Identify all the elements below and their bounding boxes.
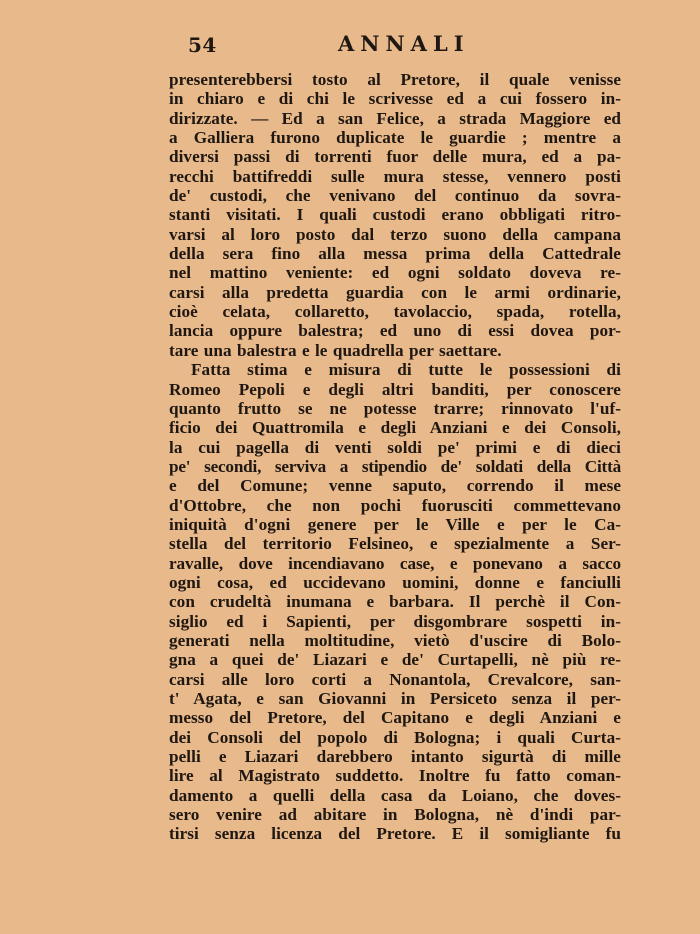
text-line: quanto frutto se ne potesse trarre; rinnovato l'uf-	[169, 398, 621, 418]
text-line: diversi passi di torrenti fuor delle mura, ed a pa-	[169, 147, 621, 167]
text-line: carsi alla predetta guardia con le armi ordinarie,	[169, 282, 621, 302]
text-line: cioè celata, collaretto, tavolaccio, spada, rotella,	[169, 302, 621, 322]
running-title: ANNALI	[338, 31, 470, 56]
text-line: lancia oppure balestra; ed uno di essi dovea por-	[169, 321, 621, 341]
text-line: della sera fino alla messa prima della Cattedrale	[169, 244, 621, 264]
text-line: stanti visitati. I quali custodi erano obbligati ritro-	[169, 205, 621, 225]
text-line: a Galliera furono duplicate le guardie ; mentre a	[169, 128, 621, 148]
text-line: d'Ottobre, che non pochi fuorusciti commettevano	[169, 495, 621, 515]
text-line: stella del territorio Felsineo, e spezialmente a Ser-	[169, 534, 621, 554]
text-line: presenterebbersi tosto al Pretore, il quale venisse	[169, 70, 621, 89]
text-line: sero venire ad abitare in Bologna, nè d'indi par-	[169, 805, 621, 825]
text-line: de' custodi, che venivano del continuo da sovra-	[169, 186, 621, 206]
text-line: lire al Magistrato suddetto. Inoltre fu fatto coman-	[169, 766, 621, 786]
text-line: recchi battifreddi sulle mura stesse, vennero posti	[169, 166, 621, 186]
paragraph-end-line: tare una balestra e le quadrella per saettare.	[169, 340, 502, 360]
text-line: varsi al loro posto dal terzo suono della campana	[169, 224, 621, 244]
text-line: pe' secondi, serviva a stipendio de' soldati della Città	[169, 456, 621, 476]
text-line: Romeo Pepoli e degli altri banditi, per conoscere	[169, 379, 621, 399]
text-line: dirizzate. — Ed a san Felice, a strada Maggiore ed	[169, 108, 621, 128]
text-line: messo del Pretore, del Capitano e degli Anziani e	[169, 708, 621, 728]
text-line: ravalle, dove incendiavano case, e ponevano a sacco	[169, 553, 621, 573]
text-line: nel mattino veniente: ed ogni soldato doveva re-	[169, 263, 621, 283]
text-line: siglio ed i Sapienti, per disgombrare sospetti in-	[169, 611, 621, 631]
page-number: 54	[188, 33, 217, 57]
running-head	[0, 31, 700, 59]
body-text	[169, 70, 621, 844]
text-line: ogni cosa, ed uccidevano uomini, donne e fanciulli	[169, 572, 621, 592]
text-line: gna a quei de' Liazari e de' Curtapelli, nè più re-	[169, 650, 621, 670]
text-line: ficio dei Quattromila e degli Anziani e dei Consoli,	[169, 418, 621, 438]
text-line: damento a quelli della casa da Loiano, che doves-	[169, 785, 621, 805]
text-line: t' Agata, e san Giovanni in Persiceto senza il per-	[169, 689, 621, 708]
text-line: la cui pagella di venti soldi pe' primi e di dieci	[169, 437, 621, 457]
text-line: carsi alle loro corti a Nonantola, Crevalcore, san-	[169, 669, 621, 689]
paragraph-first-line: Fatta stima e misura di tutte le possessioni di	[191, 360, 621, 380]
text-line: in chiaro e di chi le scrivesse ed a cui fossero in-	[169, 89, 621, 109]
text-line: con crudeltà inumana e barbara. Il perchè il Con-	[169, 592, 621, 612]
text-line: dei Consoli del popolo di Bologna; i quali Curta-	[169, 727, 621, 747]
text-line: pelli e Liazari darebbero intanto sigurtà di mille	[169, 747, 621, 767]
text-line: generati nella moltitudine, vietò d'uscire di Bolo-	[169, 630, 621, 650]
text-line: e del Comune; venne saputo, correndo il mese	[169, 476, 621, 496]
text-line: tirsi senza licenza del Pretore. E il somigliante fu	[169, 824, 621, 844]
text-line: iniquità d'ogni genere per le Ville e per le Ca-	[169, 514, 621, 534]
